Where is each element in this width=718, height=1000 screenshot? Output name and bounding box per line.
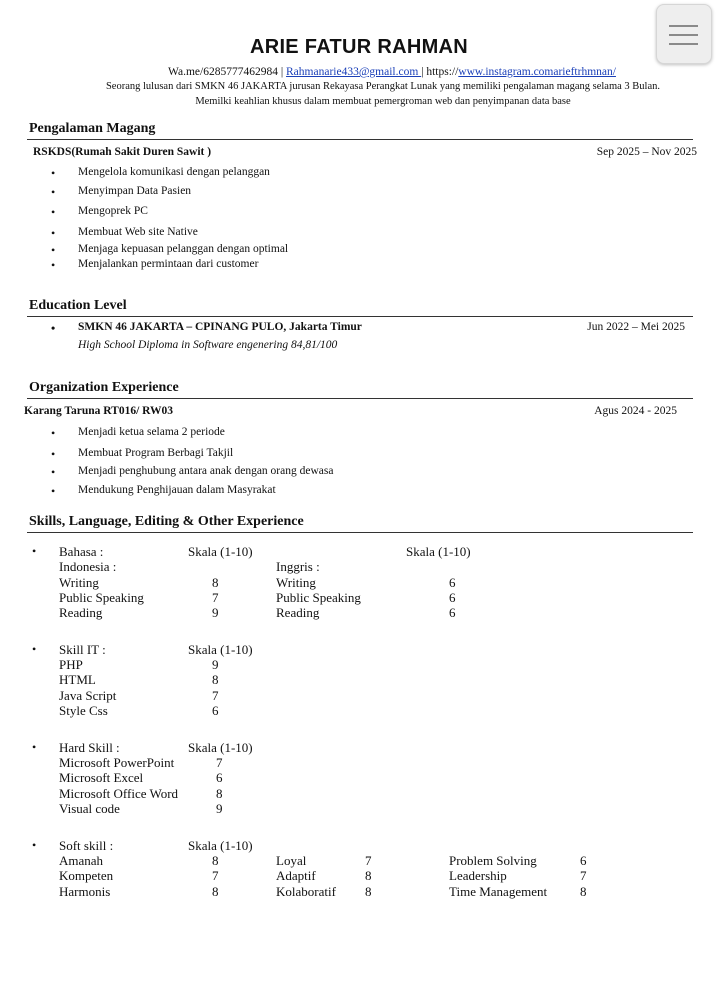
skill-score: 6 <box>216 770 223 785</box>
menu-icon <box>669 25 698 27</box>
hard-skill-label: • Hard Skill : <box>59 740 120 756</box>
skill-score: 7 <box>212 590 219 605</box>
internship-period: Sep 2025 – Nov 2025 <box>596 146 697 158</box>
skill-name: Microsoft PowerPoint <box>59 755 175 770</box>
education-school: • SMKN 46 JAKARTA – CPINANG PULO, Jakarta Timur <box>78 321 362 333</box>
list-item: • Menjadi penghubung antara anak dengan orang dewasa <box>78 465 333 477</box>
skill-score: 7 <box>212 688 219 703</box>
skill-name: Public Speaking <box>276 590 361 605</box>
education-diploma: High School Diploma in Software engenering 84,81/100 <box>78 339 338 351</box>
skill-score: 8 <box>216 786 223 801</box>
skills-section-title: Skills, Language, Editing & Other Experience <box>29 514 304 529</box>
skill-score: 8 <box>212 853 219 868</box>
resume-name: ARIE FATUR RAHMAN <box>249 36 469 58</box>
email-link[interactable]: Rahmanarie433@gmail.com <box>286 66 422 78</box>
summary-line-2: Memilki keahlian khusus dalam membuat pemergroman web dan penyimpanan data base <box>195 96 571 107</box>
skill-score: 8 <box>580 884 587 899</box>
skill-score: 7 <box>365 853 372 868</box>
list-item: • Menjalankan permintaan dari customer <box>78 258 258 270</box>
scale-label: Skala (1-10) <box>188 740 253 755</box>
list-item: • Menyimpan Data Pasien <box>78 185 191 197</box>
skill-score: 7 <box>216 755 223 770</box>
skill-name: Kolaboratif <box>276 884 336 899</box>
internship-company: RSKDS(Rumah Sakit Duren Sawit ) <box>33 146 212 158</box>
bahasa-label: • Bahasa : <box>59 544 103 560</box>
contact-whatsapp: Wa.me/6285777462984 | <box>168 66 287 78</box>
internship-section-title: Pengalaman Magang <box>29 121 156 136</box>
education-period: Jun 2022 – Mei 2025 <box>587 321 685 333</box>
inggris-label: Inggris : <box>276 559 320 574</box>
scale-label: Skala (1-10) <box>188 642 253 657</box>
section-divider <box>27 398 693 399</box>
education-section-title: Education Level <box>29 298 127 313</box>
skill-name: Visual code <box>59 801 120 816</box>
skill-score: 9 <box>216 801 223 816</box>
indonesia-label: Indonesia : <box>59 559 117 574</box>
skill-it-label: • Skill IT : <box>59 642 106 658</box>
organization-section-title: Organization Experience <box>29 380 179 395</box>
scale-label: Skala (1-10) <box>406 544 471 559</box>
skill-score: 6 <box>212 703 219 718</box>
skill-name: Style Css <box>59 703 108 718</box>
skill-name: Reading <box>59 605 103 620</box>
skill-score: 6 <box>449 590 456 605</box>
skill-score: 8 <box>212 884 219 899</box>
section-divider <box>27 316 693 317</box>
skill-name: Microsoft Office Word <box>59 786 179 801</box>
list-item: • Menjadi ketua selama 2 periode <box>78 426 225 438</box>
skill-name: Harmonis <box>59 884 111 899</box>
skill-name: Reading <box>276 605 320 620</box>
skill-name: Writing <box>276 575 316 590</box>
skill-name: Kompeten <box>59 868 114 883</box>
instagram-link[interactable]: www.instagram.comarieftrhmnan/ <box>458 66 616 78</box>
skill-name: Leadership <box>449 868 507 883</box>
skill-name: Adaptif <box>276 868 316 883</box>
organization-period: Agus 2024 - 2025 <box>594 405 677 417</box>
skill-name: Time Management <box>449 884 548 899</box>
skill-name: Java Script <box>59 688 117 703</box>
skill-score: 8 <box>212 575 219 590</box>
soft-skill-label: • Soft skill : <box>59 838 113 854</box>
skill-score: 8 <box>365 868 372 883</box>
list-item: • Mengelola komunikasi dengan pelanggan <box>78 166 270 178</box>
summary-line-1: Seorang lulusan dari SMKN 46 JAKARTA jurusan Rekayasa Perangkat Lunak yang memiliki pengalaman magang selama 3 Bulan. <box>105 81 661 92</box>
skill-score: 6 <box>580 853 587 868</box>
skill-score: 7 <box>580 868 587 883</box>
list-item: • Mendukung Penghijauan dalam Masyrakat <box>78 484 276 496</box>
section-divider <box>27 532 693 533</box>
skill-score: 9 <box>212 605 219 620</box>
skill-name: Amanah <box>59 853 104 868</box>
scale-label: Skala (1-10) <box>188 544 253 559</box>
skill-name: PHP <box>59 657 83 672</box>
skill-score: 8 <box>212 672 219 687</box>
skill-score: 6 <box>449 575 456 590</box>
section-divider <box>27 139 693 140</box>
list-item: • Mengoprek PC <box>78 205 148 217</box>
contact-separator: | https:// <box>421 66 459 78</box>
list-item: • Menjaga kepuasan pelanggan dengan optimal <box>78 243 288 255</box>
skill-name: Problem Solving <box>449 853 537 868</box>
skill-score: 7 <box>212 868 219 883</box>
skill-name: Microsoft Excel <box>59 770 144 785</box>
skill-name: HTML <box>59 672 96 687</box>
skill-score: 9 <box>212 657 219 672</box>
skill-score: 8 <box>365 884 372 899</box>
list-item: • Membuat Program Berbagi Takjil <box>78 447 233 459</box>
list-item: • Membuat Web site Native <box>78 226 198 238</box>
scale-label: Skala (1-10) <box>188 838 253 853</box>
skill-name: Public Speaking <box>59 590 144 605</box>
skill-name: Loyal <box>276 853 307 868</box>
contact-line <box>0 66 718 78</box>
skill-name: Writing <box>59 575 99 590</box>
skill-score: 6 <box>449 605 456 620</box>
organization-name: Karang Taruna RT016/ RW03 <box>24 405 174 417</box>
